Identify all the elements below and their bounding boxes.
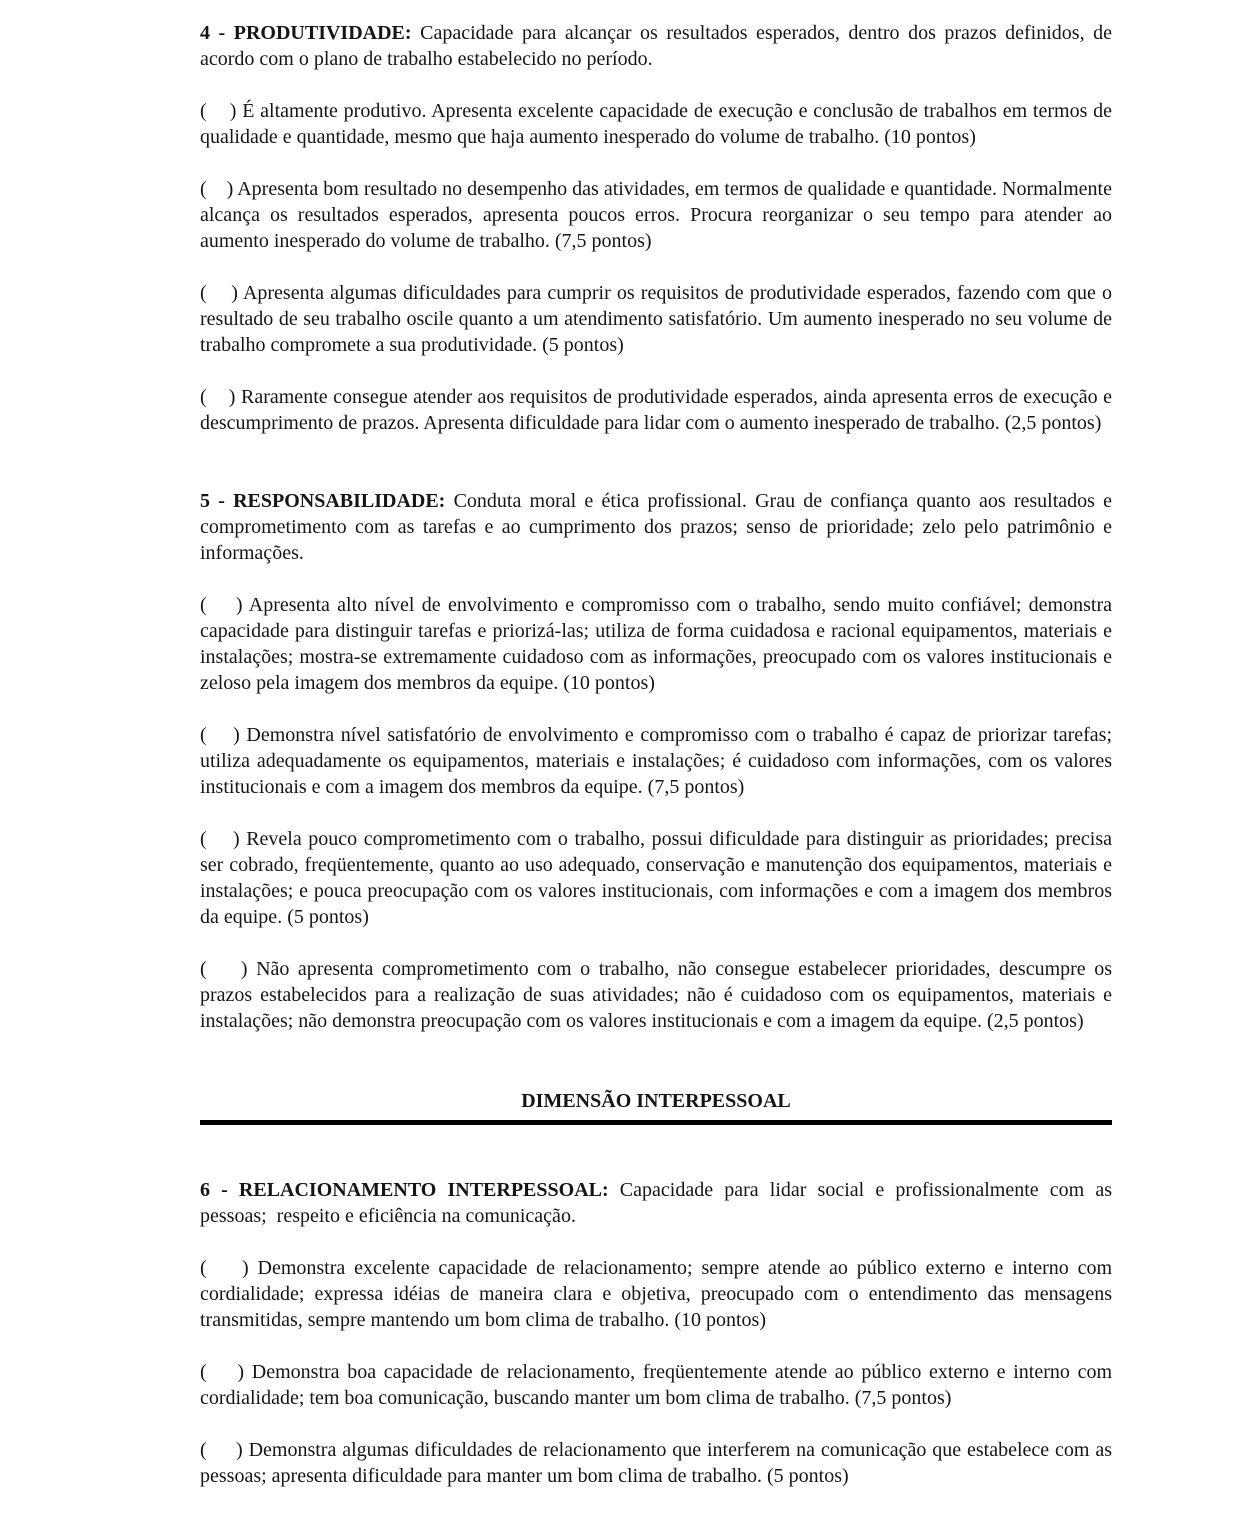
checkbox-slot[interactable]: ( ) bbox=[200, 178, 234, 200]
checkbox-slot[interactable]: ( ) bbox=[200, 594, 243, 616]
option-text: É altamente produtivo. Apresenta excelente capacidade de execução e conclusão de trabalhos em termos de qualidade e quantidade, mesmo que haja aumento inesperado do volume de trabalho. (10 pontos) bbox=[200, 100, 1113, 148]
section-4-description: Capacidade para alcançar os resultados esperados, dentro dos prazos definidos, de acordo com o plano de trabalho estabelecido no período. bbox=[200, 22, 1113, 70]
option-text: Demonstra nível satisfatório de envolvimento e compromisso com o trabalho é capaz de priorizar tarefas; utiliza adequadamente os equipamentos, materiais e instalações; é cuidadoso com informações, com os valores institucionais e com a imagem dos membros da equipe. (7,5 pontos) bbox=[200, 724, 1113, 798]
rating-option-6-2 bbox=[200, 1359, 1112, 1411]
rating-option-6-3 bbox=[200, 1437, 1112, 1489]
checkbox-slot[interactable]: ( ) bbox=[200, 1257, 249, 1279]
rating-option-4-4 bbox=[200, 384, 1112, 436]
option-text: Demonstra boa capacidade de relacionamento, freqüentemente atende ao público externo e interno com cordialidade; tem boa comunicação, buscando manter um bom clima de trabalho. (7,5 pontos) bbox=[200, 1361, 1113, 1409]
section-6-description: Capacidade para lidar social e profissionalmente com as pessoas; respeito e eficiência na comunicação. bbox=[200, 1179, 1112, 1227]
dimension-heading: DIMENSÃO INTERPESSOAL bbox=[521, 1090, 791, 1112]
section-5-title: 5 - RESPONSABILIDADE: bbox=[200, 490, 446, 512]
dimension-divider bbox=[200, 1088, 1112, 1125]
rating-option-4-2 bbox=[200, 176, 1112, 254]
section-4-heading bbox=[200, 20, 1112, 72]
option-text: Demonstra excelente capacidade de relacionamento; sempre atende ao público externo e interno com cordialidade; expressa idéias de maneira clara e objetiva, preocupado com o entendimento das mensagens transmitidas, sempre mantendo um bom clima de trabalho. (10 pontos) bbox=[200, 1257, 1113, 1331]
rating-option-5-1 bbox=[200, 592, 1112, 696]
rating-option-4-3 bbox=[200, 280, 1112, 358]
option-text: Apresenta algumas dificuldades para cumprir os requisitos de produtividade esperados, fazendo com que o resultado de seu trabalho oscile quanto a um atendimento satisfatório. Um aumento inesperado no seu volume de trabalho compromete a sua produtividade. (5 pontos) bbox=[200, 282, 1112, 356]
checkbox-slot[interactable]: ( ) bbox=[200, 386, 236, 408]
section-4-title: 4 - PRODUTIVIDADE: bbox=[200, 22, 412, 44]
checkbox-slot[interactable]: ( ) bbox=[200, 100, 237, 122]
rating-option-5-2 bbox=[200, 722, 1112, 800]
section-6-title: 6 - RELACIONAMENTO INTERPESSOAL: bbox=[200, 1179, 609, 1201]
option-text: Não apresenta comprometimento com o trabalho, não consegue estabelecer prioridades, descumpre os prazos estabelecidos para a realização de suas atividades; não é cuidadoso com os equipamentos, materiais e instalações; não demonstra preocupação com os valores institucionais e com a imagem da equipe. (2,5 pontos) bbox=[200, 958, 1112, 1032]
checkbox-slot[interactable]: ( ) bbox=[200, 1361, 245, 1383]
rating-option-5-3 bbox=[200, 826, 1112, 930]
rating-option-6-1 bbox=[200, 1255, 1112, 1333]
checkbox-slot[interactable]: ( ) bbox=[200, 828, 240, 850]
section-5-description: Conduta moral e ética profissional. Grau de confiança quanto aos resultados e comprometimento com as tarefas e ao cumprimento dos prazos; senso de prioridade; zelo pelo patrimônio e informações. bbox=[200, 490, 1113, 564]
rating-option-5-4 bbox=[200, 956, 1112, 1034]
option-text: Apresenta alto nível de envolvimento e compromisso com o trabalho, sendo muito confiável; demonstra capacidade para distinguir tarefas e priorizá-las; utiliza de forma cuidadosa e racional equipamentos, materiais e instalações; mostra-se extremamente cuidadoso com as informações, preocupado com os valores institucionais e zeloso pela imagem dos membros da equipe. (10 pontos) bbox=[200, 594, 1112, 694]
checkbox-slot[interactable]: ( ) bbox=[200, 724, 240, 746]
section-5-heading bbox=[200, 488, 1112, 566]
section-6-heading bbox=[200, 1177, 1112, 1229]
option-text: Raramente consegue atender aos requisitos de produtividade esperados, ainda apresenta erros de execução e descumprimento de prazos. Apresenta dificuldade para lidar com o aumento inesperado de trabalho. (2,5 pontos) bbox=[200, 386, 1113, 434]
rating-option-4-1 bbox=[200, 98, 1112, 150]
checkbox-slot[interactable]: ( ) bbox=[200, 958, 248, 980]
option-text: Apresenta bom resultado no desempenho das atividades, em termos de qualidade e quantidade. Normalmente alcança os resultados esperados, apresenta poucos erros. Procura reorganizar o seu tempo para atender ao aumento inesperado do volume de trabalho. (7,5 pontos) bbox=[200, 178, 1112, 252]
checkbox-slot[interactable]: ( ) bbox=[200, 282, 238, 304]
checkbox-slot[interactable]: ( ) bbox=[200, 1439, 243, 1461]
option-text: Demonstra algumas dificuldades de relacionamento que interferem na comunicação que estabelece com as pessoas; apresenta dificuldade para manter um bom clima de trabalho. (5 pontos) bbox=[200, 1439, 1112, 1487]
option-text: Revela pouco comprometimento com o trabalho, possui dificuldade para distinguir as prioridades; precisa ser cobrado, freqüentemente, quanto ao uso adequado, conservação e manutenção dos equipamentos, materiais e instalações; e pouca preocupação com os valores institucionais, com informações e com a imagem dos membros da equipe. (5 pontos) bbox=[200, 828, 1113, 928]
